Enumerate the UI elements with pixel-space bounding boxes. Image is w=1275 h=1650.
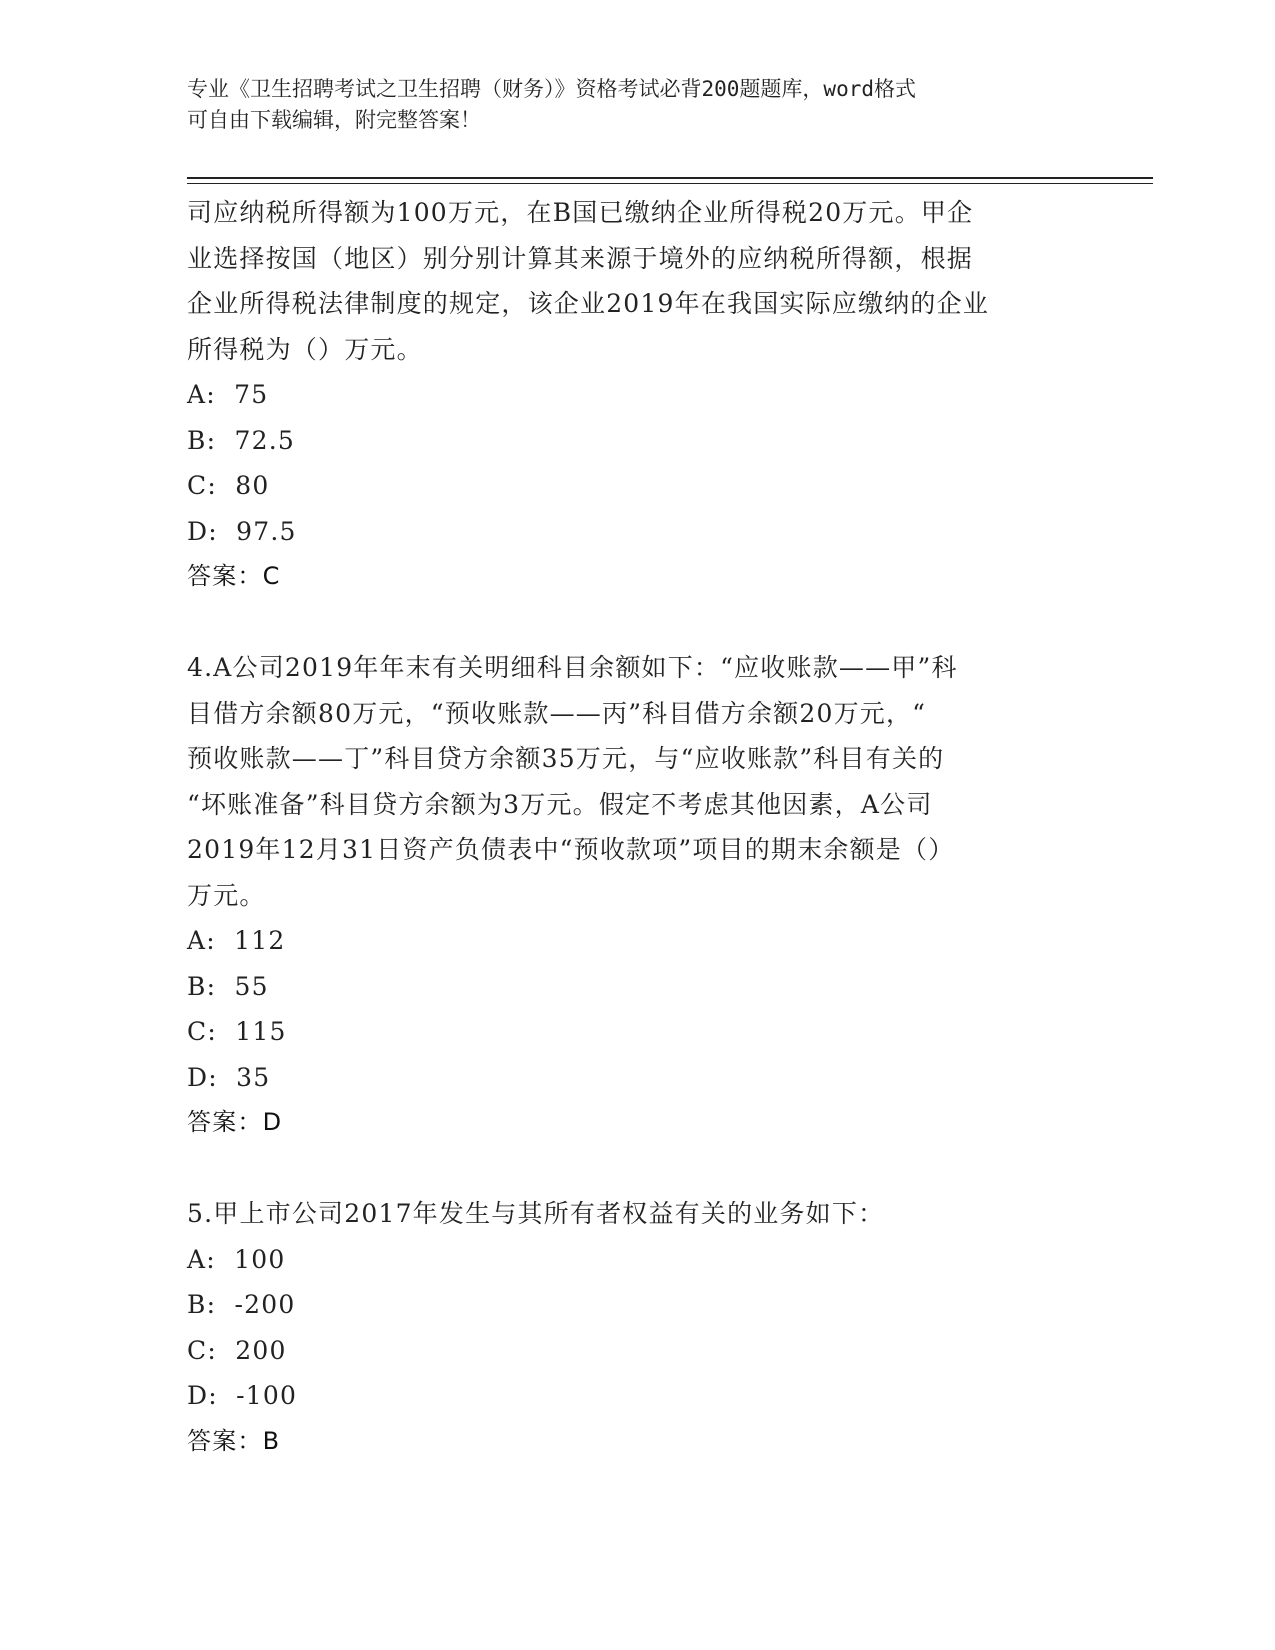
question-text-line: 预收账款——丁”科目贷方余额35万元，与“应收账款”科目有关的 [187,744,945,773]
question-4 [187,645,1087,1146]
option-d: D: 35 [187,1062,271,1092]
spacer [187,1146,1087,1192]
question-text-line: 目借方余额80万元，“预收账款——丙”科目借方余额20万元，“ [187,698,927,728]
option-c: C: 200 [187,1335,287,1365]
document-header [187,74,1067,136]
header-line-1: 专业《卫生招聘考试之卫生招聘（财务）》资格考试必背200题题库，word格式 [187,77,916,101]
option-a: A: 100 [187,1244,286,1274]
option-d: D: 97.5 [187,516,297,546]
header-rule-thin [187,183,1153,184]
question-3 [187,190,1087,600]
question-text-line: 万元。 [187,880,266,910]
answer-line: 答案：C [187,562,281,590]
answer-line: 答案：B [187,1426,281,1455]
document-body [187,190,1087,1464]
option-b: B: 72.5 [187,425,295,455]
spacer [187,600,1087,646]
answer-line: 答案：D [187,1108,283,1136]
header-line-2: 可自由下载编辑，附完整答案！ [187,108,481,132]
option-a: A: 75 [187,380,269,409]
option-b: B: -200 [187,1290,296,1319]
option-c: C: 80 [187,471,270,500]
header-rule-thick [187,177,1153,179]
question-text-line: 所得税为（）万元。 [187,334,423,364]
question-text-line: 5.甲上市公司2017年发生与其所有者权益有关的业务如下： [187,1199,885,1228]
option-c: C: 115 [187,1017,287,1046]
question-text-line: 业选择按国（地区）别分别计算其来源于境外的应纳税所得额，根据 [187,243,974,273]
question-5 [187,1191,1087,1464]
question-text-line: “坏账准备”科目贷方余额为3万元。假定不考虑其他因素，A公司 [187,789,933,819]
option-d: D: -100 [187,1381,298,1410]
option-a: A: 112 [187,926,286,955]
question-text-line: 2019年12月31日资产负债表中“预收款项”项目的期末余额是（） [187,835,955,864]
question-text-line: 司应纳税所得额为100万元，在B国已缴纳企业所得税20万元。甲企 [187,198,974,227]
question-text-line: 4.A公司2019年年末有关明细科目余额如下：“应收账款——甲”科 [187,653,958,682]
option-b: B: 55 [187,971,269,1001]
question-text-line: 企业所得税法律制度的规定，该企业2019年在我国实际应缴纳的企业 [187,289,990,318]
